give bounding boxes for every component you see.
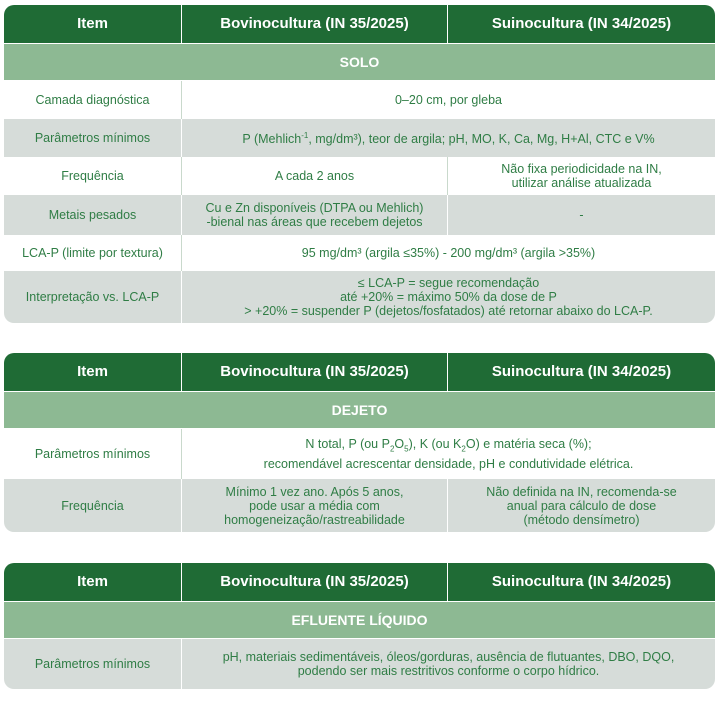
table-header bbox=[4, 5, 715, 43]
row-suino-value: Não definida na IN, recomenda-se anual para cálculo de dose (método densímetro) bbox=[486, 484, 677, 527]
header-bovinocultura: Bovinocultura (IN 35/2025) bbox=[182, 353, 448, 391]
table-row bbox=[4, 235, 715, 271]
row-span-value: ≤ LCA-P = segue recomendação até +20% = máximo 50% da dose de P > +20% = suspender P (dejetos/fosfatados) até retornar abaixo do LCA-P. bbox=[244, 276, 653, 318]
row-bovino-value: Cu e Zn disponíveis (DTPA ou Mehlich) -bienal nas áreas que recebem dejetos bbox=[182, 195, 448, 235]
row-item-label: LCA-P (limite por textura) bbox=[4, 235, 182, 271]
header-suinocultura: Suinocultura (IN 34/2025) bbox=[491, 15, 672, 32]
dejeto-table bbox=[4, 353, 715, 532]
efluente-table bbox=[4, 563, 715, 689]
header-suinocultura: Suinocultura (IN 34/2025) bbox=[491, 573, 672, 590]
row-suino-value: Não fixa periodicidade na IN, utilizar análise atualizada bbox=[501, 162, 662, 190]
section-title-dejeto: DEJETO bbox=[4, 391, 715, 429]
row-item-label: Frequência bbox=[4, 157, 182, 195]
table-row bbox=[4, 639, 715, 689]
table-row bbox=[4, 271, 715, 323]
header-bovinocultura: Bovinocultura (IN 35/2025) bbox=[182, 5, 448, 43]
header-item: Item bbox=[4, 353, 182, 391]
row-span-value: pH, materiais sedimentáveis, óleos/gorduras, ausência de flutuantes, DBO, DQO, podendo ser mais restritivos conforme o corpo hídrico. bbox=[222, 650, 675, 678]
row-item-label: Metais pesados bbox=[4, 195, 182, 235]
section-title-efluente: EFLUENTE LÍQUIDO bbox=[4, 601, 715, 639]
row-item-label: Camada diagnóstica bbox=[4, 81, 182, 119]
table-header bbox=[4, 353, 715, 391]
row-item-label: Parâmetros mínimos bbox=[4, 429, 182, 479]
row-suino-value: - bbox=[579, 208, 584, 222]
row-bovino-value: Mínimo 1 vez ano. Após 5 anos, pode usar a média com homogeneização/rastreabilidade bbox=[182, 479, 448, 532]
section-title-solo: SOLO bbox=[4, 43, 715, 81]
table-header bbox=[4, 563, 715, 601]
row-span-value: N total, P (ou $P_2O_5$), K (ou $K_2O$) e matéria seca (%); recomendável acrescentar densidade, pH e condutividade elétrica. bbox=[263, 437, 634, 471]
table-row bbox=[4, 81, 715, 119]
header-bovinocultura: Bovinocultura (IN 35/2025) bbox=[182, 563, 448, 601]
table-row bbox=[4, 119, 715, 157]
row-item-label: Interpretação vs. LCA-P bbox=[4, 271, 182, 323]
header-item: Item bbox=[4, 563, 182, 601]
table-row bbox=[4, 429, 715, 479]
row-bovino-value: A cada 2 anos bbox=[182, 157, 448, 195]
solo-table bbox=[4, 5, 715, 323]
row-item-label: Parâmetros mínimos bbox=[4, 119, 182, 157]
row-item-label: Parâmetros mínimos bbox=[4, 639, 182, 689]
row-item-label: Frequência bbox=[4, 479, 182, 532]
table-row bbox=[4, 195, 715, 235]
table-row bbox=[4, 479, 715, 532]
table-row bbox=[4, 157, 715, 195]
header-item: Item bbox=[4, 5, 182, 43]
header-suinocultura: Suinocultura (IN 34/2025) bbox=[491, 363, 672, 380]
row-span-value: 0–20 cm, por gleba bbox=[394, 93, 502, 107]
row-span-value: 95 mg/dm³ (argila ≤35%) - 200 mg/dm³ (argila >35%) bbox=[301, 246, 596, 260]
row-span-value: P (Mehlich$^{-1}$, mg/dm³), teor de argila; pH, MO, K, Ca, Mg, H+Al, CTC e V% bbox=[242, 131, 655, 147]
